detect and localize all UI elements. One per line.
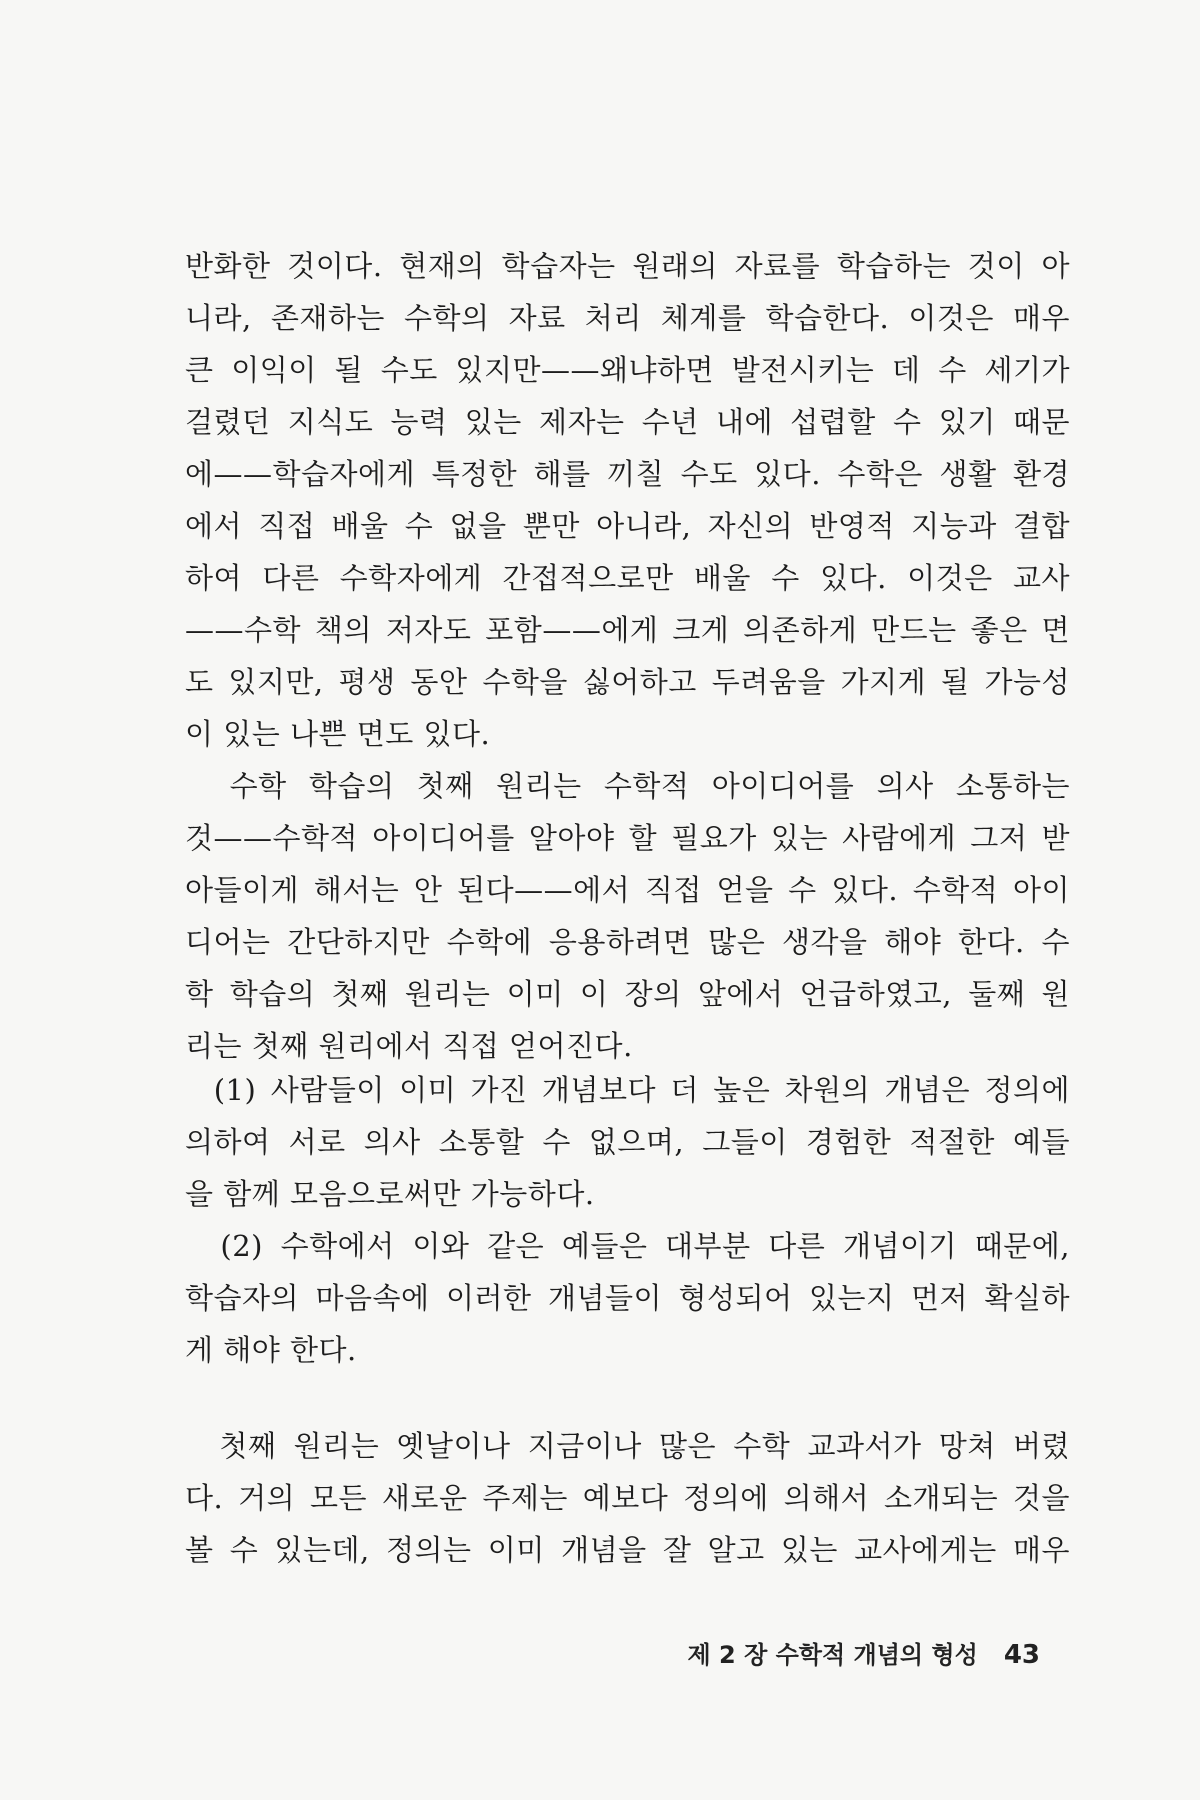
text-line: ——수학 책의 저자도 포함——에게 크게 의존하게 만드는 좋은 면 — [185, 613, 1070, 647]
principles-list — [185, 1064, 1070, 1376]
text-line: 도 있지만, 평생 동안 수학을 싫어하고 두려움을 가지게 될 가능성 — [185, 665, 1070, 699]
text-line: 걸렸던 지식도 능력 있는 제자는 수년 내에 섭렵할 수 있기 때문 — [185, 405, 1070, 439]
text-line: 에——학습자에게 특정한 해를 끼칠 수도 있다. 수학은 생활 환경 — [185, 457, 1070, 491]
principle-line: 을 함께 모음으로써만 가능하다. — [185, 1177, 595, 1211]
page-number: 43 — [1003, 1640, 1040, 1670]
closing-paragraph — [185, 1420, 1070, 1576]
text-line: 볼 수 있는데, 정의는 이미 개념을 잘 알고 있는 교사에게는 매우 — [185, 1533, 1070, 1567]
principle-line: 게 해야 한다. — [185, 1333, 357, 1367]
text-line: 것——수학적 아이디어를 알아야 할 필요가 있는 사람에게 그저 받 — [185, 821, 1070, 855]
text-line: 이 있는 나쁜 면도 있다. — [185, 717, 491, 751]
text-line: 다. 거의 모든 새로운 주제는 예보다 정의에 의해서 소개되는 것을 — [185, 1481, 1070, 1515]
chapter-title: 제 2 장 수학적 개념의 형성 — [687, 1641, 978, 1669]
text-line: 반화한 것이다. 현재의 학습자는 원래의 자료를 학습하는 것이 아 — [185, 249, 1070, 283]
main-paragraphs — [185, 240, 1070, 1072]
text-line: 니라, 존재하는 수학의 자료 처리 체계를 학습한다. 이것은 매우 — [185, 301, 1070, 335]
text-line: 디어는 간단하지만 수학에 응용하려면 많은 생각을 해야 한다. 수 — [185, 925, 1070, 959]
principle-line: 학습자의 마음속에 이러한 개념들이 형성되어 있는지 먼저 확실하 — [185, 1281, 1070, 1315]
principle-line: 의하여 서로 의사 소통할 수 없으며, 그들이 경험한 적절한 예들 — [185, 1125, 1070, 1159]
text-line: 리는 첫째 원리에서 직접 얻어진다. — [185, 1029, 633, 1063]
text-line: 수학 학습의 첫째 원리는 수학적 아이디어를 의사 소통하는 — [185, 769, 1070, 803]
principle-line: (2) 수학에서 이와 같은 예들은 대부분 다른 개념이기 때문에, — [185, 1229, 1070, 1263]
text-line: 아들이게 해서는 안 된다——에서 직접 얻을 수 있다. 수학적 아이 — [185, 873, 1070, 907]
page-footer — [687, 1635, 1040, 1670]
principle-line: (1) 사람들이 이미 가진 개념보다 더 높은 차원의 개념은 정의에 — [185, 1073, 1070, 1107]
text-line: 학 학습의 첫째 원리는 이미 이 장의 앞에서 언급하였고, 둘째 원 — [185, 977, 1070, 1011]
text-line: 하여 다른 수학자에게 간접적으로만 배울 수 있다. 이것은 교사 — [185, 561, 1070, 595]
text-line: 큰 이익이 될 수도 있지만——왜냐하면 발전시키는 데 수 세기가 — [185, 353, 1070, 387]
text-line: 에서 직접 배울 수 없을 뿐만 아니라, 자신의 반영적 지능과 결합 — [185, 509, 1070, 543]
text-line: 첫째 원리는 옛날이나 지금이나 많은 수학 교과서가 망쳐 버렸 — [185, 1429, 1070, 1463]
